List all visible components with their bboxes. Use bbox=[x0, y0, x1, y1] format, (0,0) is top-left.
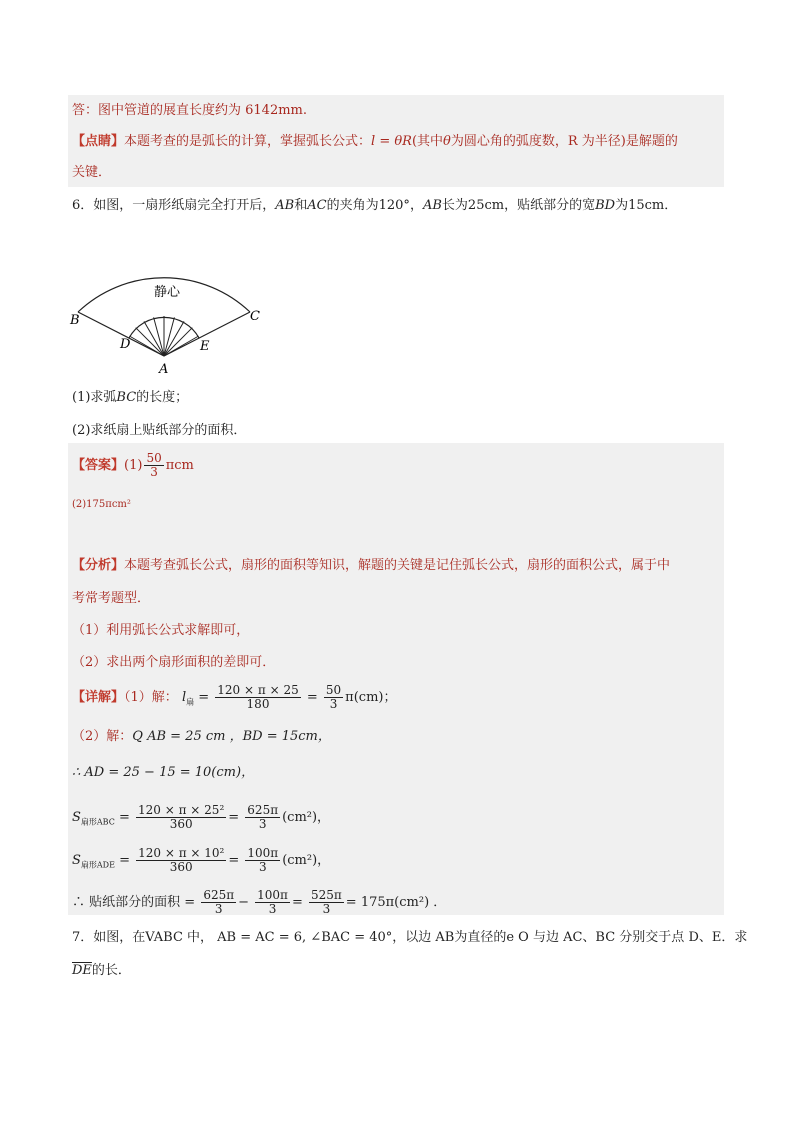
final-minus: − bbox=[238, 895, 250, 910]
q6-stem-4: ， bbox=[409, 198, 423, 213]
q6-ab-2: AB bbox=[422, 198, 442, 213]
s1-sub: 扇形ABC bbox=[80, 817, 115, 827]
s1-tail: (cm²)， bbox=[282, 810, 331, 825]
answer-tag: 【答案】 bbox=[72, 458, 125, 473]
detail-1-num: 120 × π × 25 bbox=[217, 683, 299, 697]
comment-line-2: 关键． bbox=[72, 165, 112, 180]
s2-num-2: 100π bbox=[247, 846, 279, 860]
q7-line-1: 7．如图，在VABC 中， AB = AC = 6, ∠BAC = 40°，以边 AB为直径的e O 与边 AC、BC 分别交于点 D、E．求 bbox=[72, 930, 748, 945]
final-prefix: ∴ 贴纸部分的面积 = bbox=[72, 895, 196, 910]
label-a: A bbox=[159, 362, 169, 377]
q6-stem-7: 为 bbox=[615, 198, 629, 213]
comment-text-2: (其中 bbox=[411, 134, 444, 149]
s2-frac-2 bbox=[245, 847, 280, 874]
s1-den: 360 bbox=[169, 817, 193, 831]
detail-1-tail: π(cm)； bbox=[345, 690, 397, 705]
detail-1-den-2: 3 bbox=[329, 697, 338, 711]
s1-num: 120 × π × 25² bbox=[138, 803, 225, 817]
analysis-step-1: （1）利用弧长公式求解即可， bbox=[72, 623, 250, 638]
answer-line-2: (2)175πcm² bbox=[72, 499, 131, 510]
q6-part2: (2)求纸扇上贴纸部分的面积． bbox=[72, 423, 247, 438]
s2-den: 360 bbox=[169, 860, 193, 874]
q6-stem-3: 的夹角为 bbox=[326, 198, 379, 213]
final-n3: 525π bbox=[311, 888, 342, 902]
final-d2: 3 bbox=[268, 902, 277, 916]
answer-1-den: 3 bbox=[150, 465, 158, 479]
answer-1-num: 50 bbox=[146, 451, 162, 465]
q6-stem bbox=[72, 197, 677, 215]
answer-line-1 bbox=[72, 452, 194, 479]
detail-1-num-2: 50 bbox=[325, 683, 342, 697]
label-e: E bbox=[200, 339, 210, 354]
comment-line-1 bbox=[72, 133, 678, 151]
comment-theta: θ bbox=[443, 134, 451, 149]
s2-label: S bbox=[72, 853, 81, 868]
detail-s2: $S_{扇形ADE}$ = $\frac{\text{120 × π × 10²}}{360}$ = $\frac{100\pi}{3}$ (cm²)， bbox=[72, 846, 331, 874]
q6-stem-6: ，贴纸部分的宽 bbox=[504, 198, 596, 213]
detail-1-prefix: （1）解： bbox=[124, 690, 178, 705]
q6-stem-2: 和 bbox=[294, 198, 308, 213]
detail-final bbox=[72, 889, 446, 916]
detail-tag: 【详解】 bbox=[72, 690, 125, 705]
fan-figure bbox=[60, 240, 280, 380]
q7-line-2-text: 的长． bbox=[91, 963, 131, 978]
detail-1-den: 180 bbox=[246, 697, 270, 711]
final-frac-1 bbox=[201, 889, 236, 916]
q6-angle: 120° bbox=[378, 198, 410, 213]
detail-line-2 bbox=[72, 728, 331, 746]
q6-ab-len: 25cm bbox=[467, 198, 505, 213]
analysis-text-1: 本题考查弧长公式，扇形的面积等知识，解题的关键是记住弧长公式，扇形的面积公式，属于中 bbox=[124, 558, 671, 573]
s2-num: 120 × π × 10² bbox=[138, 846, 225, 860]
detail-line-1: 【详解】（1）解： $l_扇$ = $\frac{120 \times \pi \times 25}{180}$ = $\frac{50}{3}$ π(cm)； bbox=[72, 683, 397, 711]
detail-2-expr: Q AB = 25 cm ，BD = 15cm， bbox=[132, 729, 331, 744]
prev-answer-line: 答：图中管道的展直长度约为 6142mm. bbox=[72, 103, 308, 118]
q6-stem-1: 6．如图，一扇形纸扇完全打开后， bbox=[72, 198, 276, 213]
label-d: D bbox=[120, 337, 131, 352]
s1-frac bbox=[136, 804, 226, 831]
answer-box bbox=[68, 443, 724, 915]
final-n2: 100π bbox=[257, 888, 288, 902]
analysis-tag: 【分析】 bbox=[72, 558, 125, 573]
q6-stem-5: 长为 bbox=[441, 198, 468, 213]
analysis-line-2: 考常考题型． bbox=[72, 591, 151, 606]
final-d1: 3 bbox=[214, 902, 223, 916]
q6-stem-8: ． bbox=[664, 198, 678, 213]
s2-tail: (cm²)， bbox=[282, 853, 331, 868]
comment-tag: 【点睛】 bbox=[72, 134, 125, 149]
fan-center-text: 静心 bbox=[154, 285, 181, 300]
detail-2-prefix: （2）解： bbox=[72, 729, 133, 744]
final-frac-2 bbox=[255, 889, 290, 916]
analysis-step-2: （2）求出两个扇形面积的差即可． bbox=[72, 655, 276, 670]
s2-sub: 扇形ADE bbox=[80, 860, 115, 870]
detail-1-l: l bbox=[181, 690, 187, 705]
part1-bc: BC bbox=[116, 390, 137, 405]
part1-b: 的长度； bbox=[136, 390, 189, 405]
detail-s1: $S_{扇形ABC}$ = $\frac{\text{120 × π × 25²}}{360}$ = $\frac{625\pi}{3}$ (cm²)， bbox=[72, 803, 331, 831]
q6-part1 bbox=[72, 389, 188, 407]
label-c: C bbox=[250, 309, 260, 324]
comment-text-1: 本题考查的是弧长的计算，掌握弧长公式： bbox=[124, 134, 372, 149]
final-eq: = bbox=[291, 895, 303, 910]
s1-den-2: 3 bbox=[258, 817, 267, 831]
q6-bd: BD bbox=[595, 198, 616, 213]
answer-1-fraction bbox=[144, 452, 163, 479]
answer-1-unit: πcm bbox=[165, 458, 194, 473]
label-b: B bbox=[70, 313, 80, 328]
q7-arc: $\overline{DE}$ bbox=[72, 963, 92, 978]
s2-den-2: 3 bbox=[258, 860, 267, 874]
answer-1-prefix: (1) bbox=[124, 458, 143, 473]
q6-bd-len: 15cm bbox=[628, 198, 665, 213]
comment-formula: l = θR bbox=[371, 134, 412, 149]
q6-ab: AB bbox=[275, 198, 295, 213]
q6-ac: AC bbox=[307, 198, 327, 213]
final-n1: 625π bbox=[203, 888, 235, 902]
detail-1-frac-2 bbox=[324, 684, 343, 711]
q7-line-2 bbox=[72, 962, 131, 980]
part1-a: (1)求弧 bbox=[72, 390, 117, 405]
detail-1-sub: 扇 bbox=[186, 697, 195, 707]
comment-text-3: 为圆心角的弧度数，R 为半径)是解题的 bbox=[450, 134, 678, 149]
final-frac-3 bbox=[309, 889, 344, 916]
s1-num-2: 625π bbox=[247, 803, 279, 817]
final-tail: = 175π(cm²) ． bbox=[345, 895, 447, 910]
analysis-line-1 bbox=[72, 557, 670, 575]
final-d3: 3 bbox=[322, 902, 331, 916]
detail-1-frac bbox=[215, 684, 300, 711]
s2-frac bbox=[136, 847, 226, 874]
s1-label: S bbox=[72, 810, 81, 825]
s1-frac-2 bbox=[245, 804, 280, 831]
detail-line-3: ∴ AD = 25 − 15 = 10(cm)， bbox=[72, 765, 255, 780]
